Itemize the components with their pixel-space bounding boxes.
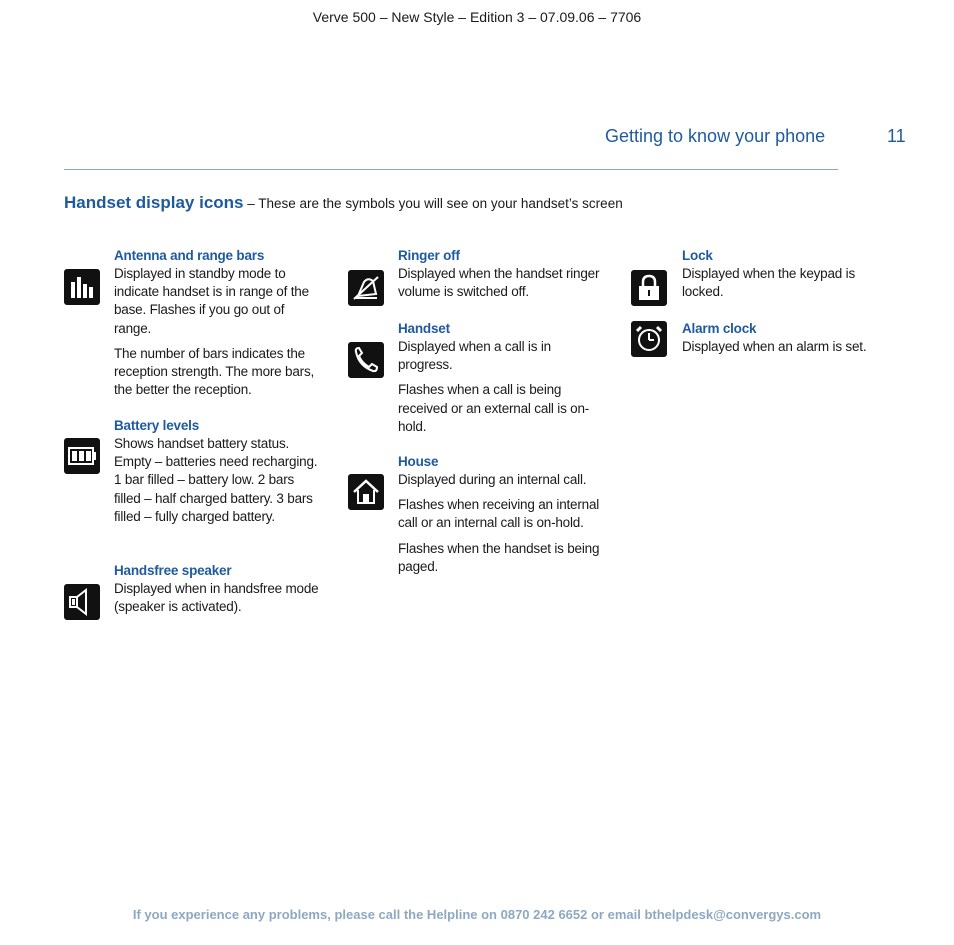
icon-text: Flashes when receiving an internal call or an internal call is on-hold. (398, 497, 600, 531)
icon-title: House (398, 454, 439, 469)
handset-icon (348, 342, 384, 378)
icon-description-speaker (114, 562, 319, 623)
intro-heading: Handset display icons (64, 193, 244, 212)
icon-text: Displayed when a call is in progress. (398, 339, 551, 373)
icon-description-antenna (114, 247, 319, 406)
ringer-off-icon (348, 270, 384, 306)
icon-text: Displayed when the keypad is locked. (682, 266, 856, 300)
icon-text: Shows handset battery status. Empty – batteries need recharging. 1 bar filled – battery low. 2 bars filled – half charged battery. 3 bars filled – fully charged battery. (114, 436, 318, 524)
icon-text: Displayed during an internal call. (398, 472, 587, 487)
house-icon (348, 474, 384, 510)
alarm-clock-icon (631, 321, 667, 357)
page-number: 11 (887, 126, 906, 146)
icon-title: Antenna and range bars (114, 248, 265, 263)
header-divider (64, 169, 838, 170)
icon-title: Alarm clock (682, 321, 757, 336)
document-header: Verve 500 – New Style – Edition 3 – 07.09.06 – 7706 (312, 9, 642, 25)
icon-title: Handsfree speaker (114, 563, 232, 578)
antenna-bars-icon (64, 269, 100, 305)
icon-description-handset (398, 320, 603, 443)
intro-separator: – (243, 196, 259, 211)
lock-icon (631, 270, 667, 306)
icon-title: Lock (682, 248, 713, 263)
icon-description-alarm-clock (682, 320, 887, 363)
intro-subtitle: These are the symbols you will see on your handset’s screen (258, 196, 623, 211)
footer-helpline: If you experience any problems, please call the Helpline on 0870 242 6652 or email bthelpdesk@convergys.com (132, 907, 822, 922)
icon-text: The number of bars indicates the reception strength. The more bars, the better the reception. (114, 345, 315, 398)
icon-description-ringer-off (398, 247, 603, 308)
speaker-icon (64, 584, 100, 620)
section-title: Getting to know your phone (605, 126, 826, 146)
icon-text: Displayed when in handsfree mode (speaker is activated). (114, 581, 319, 615)
icon-title: Ringer off (398, 248, 460, 263)
icon-text: Flashes when a call is being received or an external call is on-hold. (398, 382, 590, 434)
icon-title: Handset (398, 321, 450, 336)
icon-description-battery (114, 417, 319, 533)
icon-description-house (398, 453, 603, 583)
icon-text: Displayed when an alarm is set. (682, 339, 867, 354)
battery-icon (64, 438, 100, 474)
icon-text: Flashes when the handset is being paged. (398, 540, 600, 574)
icon-text: Displayed when the handset ringer volume is switched off. (398, 266, 600, 300)
icon-text: Displayed in standby mode to indicate handset is in range of the base. Flashes if you go out of range. (114, 266, 309, 336)
icon-title: Battery levels (114, 418, 200, 433)
icon-description-lock (682, 247, 887, 308)
intro-line (64, 193, 623, 213)
